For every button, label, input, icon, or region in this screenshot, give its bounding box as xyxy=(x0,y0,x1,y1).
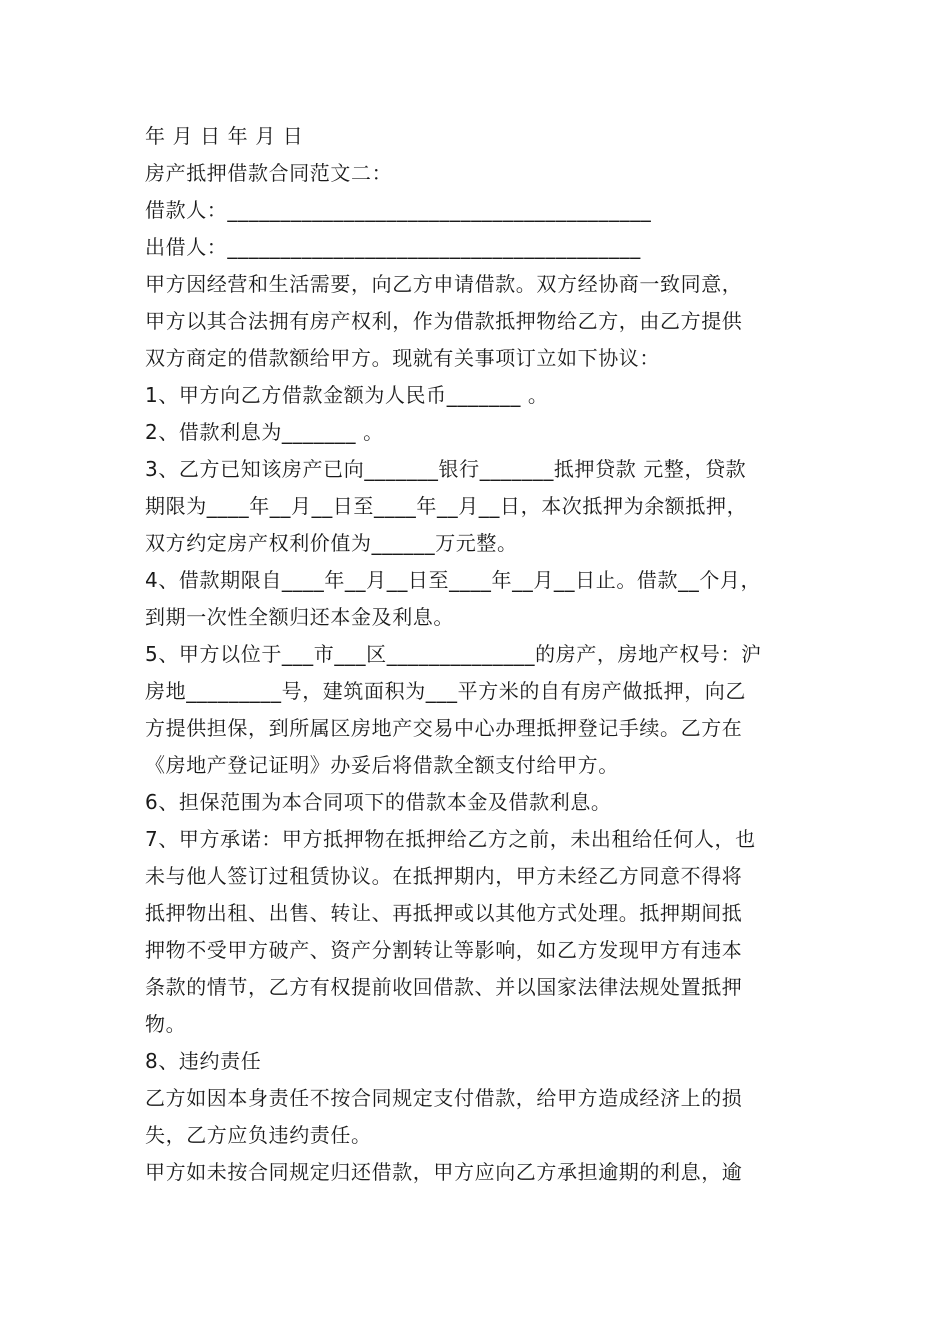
clause-2-line: 2、借款利息为_______ 。 xyxy=(145,420,384,444)
clause-8-line: 失，乙方应负违约责任。 xyxy=(145,1123,372,1147)
clause-5-line: 5、甲方以位于___市___区______________的房产，房地产权号：沪 xyxy=(145,642,762,666)
clause-7-line: 押物不受甲方破产、资产分割转让等影响，如乙方发现甲方有违本 xyxy=(145,938,743,962)
borrower-line: 借款人：________________________________________ xyxy=(145,198,652,222)
preamble-line: 甲方因经营和生活需要，向乙方申请借款。双方经协商一致同意， xyxy=(145,272,743,296)
clause-1-line: 1、甲方向乙方借款金额为人民币_______ 。 xyxy=(145,383,549,407)
clause-3-line: 3、乙方已知该房产已向_______银行_______抵押贷款 元整，贷款 xyxy=(145,457,747,481)
clause-6-line: 6、担保范围为本合同项下的借款本金及借款利息。 xyxy=(145,790,612,814)
preamble-line: 甲方以其合法拥有房产权利，作为借款抵押物给乙方，由乙方提供 xyxy=(145,309,743,333)
clause-5-line: 房地_________号，建筑面积为___平方米的自有房产做抵押，向乙 xyxy=(145,679,746,703)
clause-7-line: 物。 xyxy=(145,1012,187,1036)
clause-7-line: 7、甲方承诺：甲方抵押物在抵押给乙方之前，未出租给任何人，也 xyxy=(145,827,756,851)
clause-4-line: 到期一次性全额归还本金及利息。 xyxy=(145,605,454,629)
clause-7-line: 抵押物出租、出售、转让、再抵押或以其他方式处理。抵押期间抵 xyxy=(145,901,743,925)
clause-8-line: 甲方如未按合同规定归还借款，甲方应向乙方承担逾期的利息，逾 xyxy=(145,1160,743,1184)
clause-3-line: 双方约定房产权利价值为______万元整。 xyxy=(145,531,518,555)
lender-line: 出借人：_______________________________________ xyxy=(145,235,641,259)
document-body xyxy=(145,118,810,1191)
clause-7-line: 条款的情节，乙方有权提前收回借款、并以国家法律法规处置抵押 xyxy=(145,975,743,999)
date-line: 年 月 日 年 月 日 xyxy=(145,124,304,148)
clause-8-line: 乙方如因本身责任不按合同规定支付借款，给甲方造成经济上的损 xyxy=(145,1086,743,1110)
clause-3-line: 期限为____年__月__日至____年__月__日，本次抵押为余额抵押， xyxy=(145,494,748,518)
clause-7-line: 未与他人签订过租赁协议。在抵押期内，甲方未经乙方同意不得将 xyxy=(145,864,743,888)
clause-5-line: 《房地产登记证明》办妥后将借款全额支付给甲方。 xyxy=(145,753,619,777)
document-title: 房产抵押借款合同范文二： xyxy=(145,161,393,185)
clause-4-line: 4、借款期限自____年__月__日至____年__月__日止。借款__个月， xyxy=(145,568,762,592)
clause-8-heading: 8、违约责任 xyxy=(145,1049,262,1073)
clause-5-line: 方提供担保，到所属区房地产交易中心办理抵押登记手续。乙方在 xyxy=(145,716,743,740)
preamble-line: 双方商定的借款额给甲方。现就有关事项订立如下协议： xyxy=(145,346,660,370)
